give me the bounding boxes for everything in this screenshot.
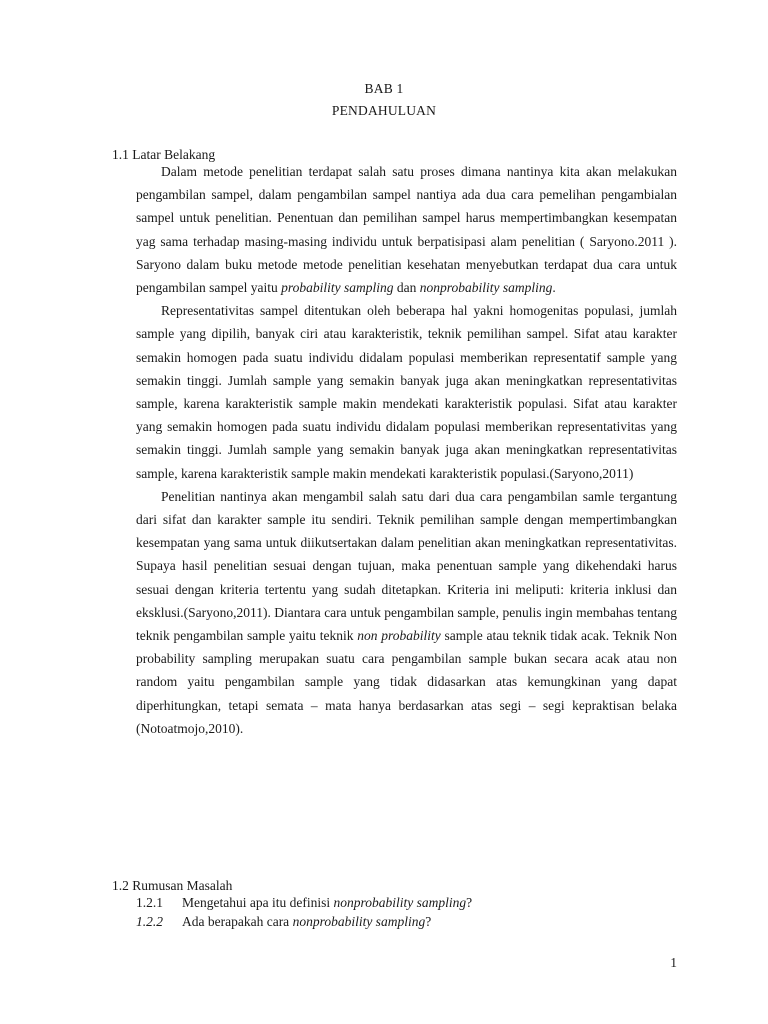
section-heading-latar-belakang: 1.1 Latar Belakang [112, 147, 216, 162]
section-heading-rumusan-masalah: 1.2 Rumusan Masalah [112, 878, 233, 893]
list-item-text: Mengetahui apa itu definisi [182, 895, 334, 910]
rumusan-masalah-list [136, 893, 472, 931]
paragraph-2: Representativitas sampel ditentukan oleh beberapa hal yakni homogenitas populasi, jumlah sample yang dipilih, banyak ciri atau karakteristik, teknik pemilihan sampel. Sifat atau karakter semakin homogen pada suatu individu didalam populasi memberikan representatif sample yang semakin tinggi. Jumlah sample yang semakin banyak juga akan meningkatkan representativitas sample, karena karakteristik sample makin mendekati karakteristik populasi. Sifat atau karakter yang semakin homogen pada suatu individu didalam populasi memberikan representativitas yang semakin tinggi. Jumlah sample yang semakin banyak juga akan meningkatkan representativitas sample, karena karakteristik sample makin mendekati karakteristik populasi.(Saryono,2011) [136, 303, 677, 481]
list-item-number: 1.2.2 [136, 914, 163, 929]
list-item-term: nonprobability sampling [292, 914, 426, 929]
paragraph-1-text: Dalam metode penelitian terdapat salah satu proses dimana nantinya kita akan melakukan pengambilan sampel, dalam pengambilan sampel nantiya ada dua cara pemelihan pengambialan sampel untuk penelitian. Penentuan dan pemilihan sampel harus mempertimbangkan kesempatan yag sama terhadap masing-masing individu untuk berpatisipasi alam penelitian ( Saryono.2011 ). Saryono dalam buku metode metode penelitian kesehatan menyebutkan terdapat dua cara untuk pengambilan sampel yaitu [136, 164, 677, 296]
chapter-label: BAB 1 [364, 81, 404, 96]
term-non-probability: non probability [357, 628, 441, 644]
paragraph-3-text: Penelitian nantinya akan mengambil salah satu dari dua cara pengambilan samle tergantung dari sifat dan karakter sample itu sendiri. Teknik pemilihan sample dengan mempertimbangkan kesempatan yang sama untuk diikutsertakan dalam penelitian akan meningkatkan representativitas. Supaya hasil penelitian sesuai dengan tujuan, maka penentuan sample yang dikehendaki harus sesuai dengan kriteria tertentu yang sudah ditetapkan. Kriteria ini meliputi: kriteria inklusi dan eksklusi.(Saryono,2011). Diantara cara untuk pengambilan sample, penulis ingin membahas tentang teknik pengambilan sample yaitu teknik [136, 488, 677, 644]
list-item-end: ? [466, 895, 473, 910]
term-probability-sampling: probability sampling [281, 280, 394, 296]
list-item [136, 893, 472, 912]
list-item-end: ? [425, 914, 432, 929]
page-number: 1 [670, 955, 677, 970]
paragraph-3-rest: sample atau teknik tidak acak. Teknik Non probability sampling merupakan suatu cara pengambilan sample bukan secara acak atau non random yaitu pengambilan sample yang tidak didasarkan atas kemungkinan yang dapat diperhitungkan, tetapi semata – mata hanya berdasarkan atas segi – segi kepraktisan belaka (Notoatmojo,2010). [136, 628, 677, 736]
term-nonprobability-sampling: nonprobability sampling [419, 280, 553, 296]
section-body-latar-belakang [136, 160, 677, 740]
paragraph-1 [136, 160, 677, 299]
chapter-header [0, 78, 768, 122]
list-item-number: 1.2.1 [136, 895, 163, 910]
paragraph-1-end: . [552, 280, 556, 296]
paragraph-1-conjunction: dan [393, 280, 420, 296]
chapter-title: PENDAHULUAN [331, 103, 437, 118]
list-item-term: nonprobability sampling [333, 895, 467, 910]
paragraph-3 [136, 485, 677, 740]
list-item-text: Ada berapakah cara [182, 914, 293, 929]
list-item [136, 912, 472, 931]
